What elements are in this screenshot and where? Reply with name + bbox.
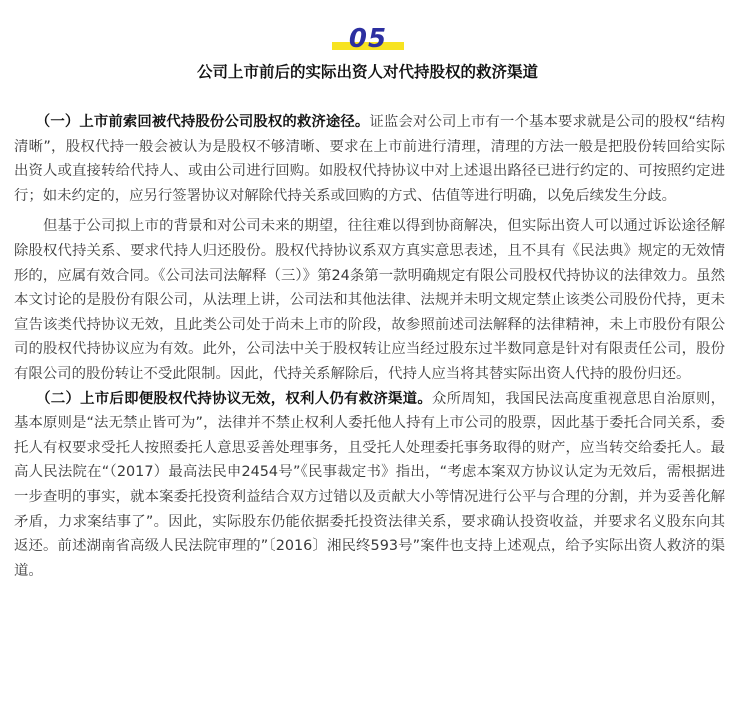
- paragraph-1: [14, 110, 725, 208]
- paragraph-1-text: 证监会对公司上市有一个基本要求就是公司的股权“结构清晰”，股权代持一般会被认为是股权不够清晰、要求在上市前进行清理，清理的方法一般是把股份转回给实际出资人或直接转给代持人、或由公司进行回购。如股权代持协议中对上述退出路径已进行约定的、可按照约定进行；如未约定的，应另行签署协议对解除代持关系或回购的方式、估值等进行明确，以免后续发生分歧。: [14, 114, 725, 204]
- paragraph-2: [14, 214, 725, 386]
- article-body: [14, 110, 725, 583]
- paragraph-1-lead: （一）上市前索回被代持股份公司股权的救济途径。: [14, 114, 370, 130]
- paragraph-3-lead: （二）上市后即便股权代持协议无效，权利人仍有救济渠道。: [14, 390, 433, 407]
- paragraph-2-text: 但基于公司拟上市的背景和对公司未来的期望，往往难以得到协商解决，但实际出资人可以通过诉讼途径解除股权代持关系、要求代持人归还股份。股权代持协议系双方真实意思表述，且不具有《民法典》规定的无效情形的，应属有效合同。《公司法司法解释（三）》第24条第一款明确规定有限公司股权代持协议的法律效力。虽然本文讨论的是股份有限公司，从法理上讲，公司法和其他法律、法规并未明文规定禁止该类公司股份代持，更未宣告该类代持协议无效，且此类公司处于尚未上市的阶段，故参照前述司法解释的法律精神，未上市股份有限公司的股权代持协议应为有效。此外，公司法中关于股权转让应当经过股东过半数同意是针对有限责任公司，股份有限公司的股份转让不受此限制。因此，代持关系解除后，代持人应当将其替实际出资人代持的股份归还。: [14, 218, 725, 382]
- section-number: 05: [348, 24, 388, 54]
- section-number-badge: [330, 24, 406, 54]
- section-heading: 公司上市前后的实际出资人对代持股权的救济渠道: [196, 63, 538, 81]
- paragraph-3: [14, 387, 725, 584]
- paragraph-3-text: 众所周知，我国民法高度重视意思自治原则，基本原则是“法无禁止皆可为”，法律并不禁止权利人委托他人持有上市公司的股票，因此基于委托合同关系，委托人有权要求受托人按照委托人意思妥善处理事务，且受托人处理委托事务取得的财产，应当转交给委托人。最高人民法院在“（2017）最高法民申2454号”《民事裁定书》指出，“考虑本案双方协议认定为无效后，需根据进一步查明的事实，就本案委托投资利益结合双方过错以及贡献大小等情况进行公平与合理的分割，并为妥善化解矛盾，力求案结事了”。因此，实际股东仍能依据委托投资法律关系，要求确认投资收益，并要求名义股东向其返还。前述湖南省高级人民法院审理的”〔2016〕湘民终593号”案件也支持上述观点，给予实际出资人救济的渠道。: [14, 390, 725, 579]
